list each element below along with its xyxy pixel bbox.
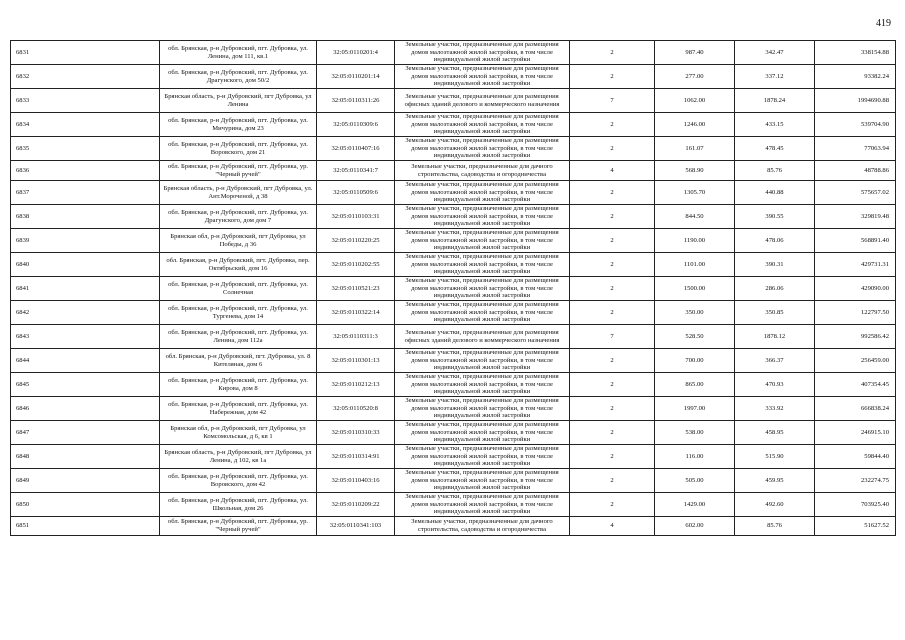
group-number-cell: 7 (570, 89, 655, 113)
area-cell: 1190.00 (655, 229, 735, 253)
table-row (11, 373, 896, 397)
area-cell: 528.50 (655, 325, 735, 349)
cadastral-value-cell: 232274.75 (815, 469, 896, 493)
address-cell: обл. Брянская, р-н Дубровский, пгт. Дубровка, ул. Кирова, дом 8 (160, 373, 317, 397)
table-row (11, 229, 896, 253)
area-cell: 350.00 (655, 301, 735, 325)
cadastral-value-cell: 338154.88 (815, 41, 896, 65)
area-cell: 1062.00 (655, 89, 735, 113)
specific-value-cell: 492.60 (735, 493, 815, 517)
address-cell: Брянская область, р-н Дубровский, пгт Дубровка, ул. Ант.Мороченой, д 38 (160, 181, 317, 205)
row-number-cell: 6832 (11, 65, 160, 89)
address-cell: Брянская обл, р-н Дубровский, пгт Дубровка, ул Комсомольская, д 6, кв 1 (160, 421, 317, 445)
group-number-cell: 2 (570, 181, 655, 205)
address-cell: обл. Брянская, р-н Дубровский, пгт. Дубровка, ул. Тургенева, дом 14 (160, 301, 317, 325)
area-cell: 1305.70 (655, 181, 735, 205)
land-use-category-cell: Земельные участки, предназначенные для размещения домов малоэтажной жилой застройки, в том числе индивидуальной жилой застройки (395, 469, 570, 493)
land-use-category-cell: Земельные участки, предназначенные для размещения домов малоэтажной жилой застройки, в том числе индивидуальной жилой застройки (395, 445, 570, 469)
cadastral-number-cell: 32:05:0110220:25 (317, 229, 395, 253)
address-cell: обл. Брянская, р-н Дубровский, пгт. Дубровка, ул. Ленина, дом 112а (160, 325, 317, 349)
area-cell: 700.00 (655, 349, 735, 373)
land-use-category-cell: Земельные участки, предназначенные для размещения домов малоэтажной жилой застройки, в том числе индивидуальной жилой застройки (395, 181, 570, 205)
table-row (11, 137, 896, 161)
group-number-cell: 2 (570, 349, 655, 373)
address-cell: обл. Брянская, р-н Дубровский, пгт. Дубровка, ул. Драгунского, дом 50/2 (160, 65, 317, 89)
table-row (11, 397, 896, 421)
cadastral-value-cell: 568891.40 (815, 229, 896, 253)
row-number-cell: 6851 (11, 517, 160, 536)
cadastral-value-cell: 122797.50 (815, 301, 896, 325)
table-row (11, 41, 896, 65)
row-number-cell: 6834 (11, 113, 160, 137)
cadastral-value-cell: 429731.31 (815, 253, 896, 277)
table-row (11, 89, 896, 113)
area-cell: 1101.00 (655, 253, 735, 277)
row-number-cell: 6841 (11, 277, 160, 301)
table-row (11, 113, 896, 137)
table-row (11, 161, 896, 181)
cadastral-number-cell: 32:05:0110310:33 (317, 421, 395, 445)
address-cell: обл. Брянская, р-н Дубровский, пгт. Дубровка, пер. Октябрьский, дом 16 (160, 253, 317, 277)
cadastral-value-cell: 666838.24 (815, 397, 896, 421)
specific-value-cell: 470.93 (735, 373, 815, 397)
area-cell: 161.07 (655, 137, 735, 161)
specific-value-cell: 1878.12 (735, 325, 815, 349)
cadastral-value-cell: 51627.52 (815, 517, 896, 536)
row-number-cell: 6844 (11, 349, 160, 373)
cadastral-value-cell: 539704.90 (815, 113, 896, 137)
row-number-cell: 6850 (11, 493, 160, 517)
land-use-category-cell: Земельные участки, предназначенные для размещения домов малоэтажной жилой застройки, в том числе индивидуальной жилой застройки (395, 113, 570, 137)
address-cell: обл. Брянская, р-н Дубровский, пгт. Дубровка, ур. "Черный ручей" (160, 161, 317, 181)
area-cell: 844.50 (655, 205, 735, 229)
table-row (11, 277, 896, 301)
specific-value-cell: 1878.24 (735, 89, 815, 113)
address-cell: Брянская область, р-н Дубровский, пгт Дубровка, ул Ленина (160, 89, 317, 113)
specific-value-cell: 478.06 (735, 229, 815, 253)
cadastral-value-cell: 59844.40 (815, 445, 896, 469)
table-row (11, 181, 896, 205)
row-number-cell: 6831 (11, 41, 160, 65)
specific-value-cell: 333.92 (735, 397, 815, 421)
specific-value-cell: 459.95 (735, 469, 815, 493)
specific-value-cell: 478.45 (735, 137, 815, 161)
area-cell: 1429.00 (655, 493, 735, 517)
cadastral-value-cell: 1994690.88 (815, 89, 896, 113)
table-row (11, 325, 896, 349)
land-use-category-cell: Земельные участки, предназначенные для размещения домов малоэтажной жилой застройки, в том числе индивидуальной жилой застройки (395, 229, 570, 253)
area-cell: 1246.00 (655, 113, 735, 137)
cadastral-number-cell: 32:05:0110520:8 (317, 397, 395, 421)
specific-value-cell: 366.37 (735, 349, 815, 373)
area-cell: 1500.00 (655, 277, 735, 301)
cadastral-number-cell: 32:05:0110322:14 (317, 301, 395, 325)
area-cell: 277.00 (655, 65, 735, 89)
address-cell: обл. Брянская, р-н Дубровский, пгт. Дубровка, ул. Мичурина, дом 23 (160, 113, 317, 137)
land-use-category-cell: Земельные участки, предназначенные для размещения домов малоэтажной жилой застройки, в том числе индивидуальной жилой застройки (395, 41, 570, 65)
row-number-cell: 6836 (11, 161, 160, 181)
row-number-cell: 6847 (11, 421, 160, 445)
table-row (11, 517, 896, 536)
row-number-cell: 6842 (11, 301, 160, 325)
cadastral-number-cell: 32:05:0110341:103 (317, 517, 395, 536)
address-cell: обл. Брянская, р-н Дубровский, пгт. Дубровка, ул. Ленина, дом 111, кв.1 (160, 41, 317, 65)
group-number-cell: 2 (570, 113, 655, 137)
cadastral-number-cell: 32:05:0110209:22 (317, 493, 395, 517)
table-row (11, 493, 896, 517)
address-cell: Брянская обл, р-н Дубровский, пгт Дубровка, ул Победы, д 36 (160, 229, 317, 253)
group-number-cell: 2 (570, 253, 655, 277)
row-number-cell: 6843 (11, 325, 160, 349)
area-cell: 602.00 (655, 517, 735, 536)
group-number-cell: 2 (570, 301, 655, 325)
land-use-category-cell: Земельные участки, предназначенные для размещения офисных зданий делового и коммерческого назначения (395, 325, 570, 349)
specific-value-cell: 342.47 (735, 41, 815, 65)
specific-value-cell: 458.95 (735, 421, 815, 445)
specific-value-cell: 440.88 (735, 181, 815, 205)
cadastral-value-cell: 93382.24 (815, 65, 896, 89)
table-row (11, 445, 896, 469)
row-number-cell: 6833 (11, 89, 160, 113)
area-cell: 987.40 (655, 41, 735, 65)
cadastral-number-cell: 32:05:0110403:16 (317, 469, 395, 493)
cadastral-number-cell: 32:05:0110309:6 (317, 113, 395, 137)
cadastral-value-table (10, 40, 896, 536)
land-use-category-cell: Земельные участки, предназначенные для размещения домов малоэтажной жилой застройки, в том числе индивидуальной жилой застройки (395, 493, 570, 517)
land-use-category-cell: Земельные участки, предназначенные для размещения домов малоэтажной жилой застройки, в том числе индивидуальной жилой застройки (395, 253, 570, 277)
table-row (11, 469, 896, 493)
land-use-category-cell: Земельные участки, предназначенные для размещения домов малоэтажной жилой застройки, в том числе индивидуальной жилой застройки (395, 397, 570, 421)
cadastral-value-cell: 575657.02 (815, 181, 896, 205)
land-use-category-cell: Земельные участки, предназначенные для размещения офисных зданий делового и коммерческого назначения (395, 89, 570, 113)
group-number-cell: 2 (570, 277, 655, 301)
table-row (11, 65, 896, 89)
address-cell: обл. Брянская, р-н Дубровский, пгт. Дубровка, ур. "Черный ручей" (160, 517, 317, 536)
table-row (11, 301, 896, 325)
area-cell: 116.00 (655, 445, 735, 469)
group-number-cell: 2 (570, 205, 655, 229)
group-number-cell: 2 (570, 137, 655, 161)
group-number-cell: 2 (570, 65, 655, 89)
cadastral-value-cell: 77063.94 (815, 137, 896, 161)
row-number-cell: 6835 (11, 137, 160, 161)
land-use-category-cell: Земельные участки, предназначенные для размещения домов малоэтажной жилой застройки, в том числе индивидуальной жилой застройки (395, 137, 570, 161)
group-number-cell: 7 (570, 325, 655, 349)
cadastral-number-cell: 32:05:0110341:7 (317, 161, 395, 181)
land-use-category-cell: Земельные участки, предназначенные для дачного строительства, садоводства и огородничества (395, 517, 570, 536)
cadastral-value-cell: 48788.86 (815, 161, 896, 181)
row-number-cell: 6840 (11, 253, 160, 277)
address-cell: обл. Брянская, р-н Дубровский, пгт. Дубровка, ул. Драгунского, дом дом 7 (160, 205, 317, 229)
group-number-cell: 2 (570, 397, 655, 421)
land-use-category-cell: Земельные участки, предназначенные для размещения домов малоэтажной жилой застройки, в том числе индивидуальной жилой застройки (395, 277, 570, 301)
specific-value-cell: 85.76 (735, 161, 815, 181)
group-number-cell: 2 (570, 493, 655, 517)
specific-value-cell: 337.12 (735, 65, 815, 89)
address-cell: обл. Брянская, р-н Дубровский, пгт. Дубровка, ул. Солнечная (160, 277, 317, 301)
land-use-category-cell: Земельные участки, предназначенные для размещения домов малоэтажной жилой застройки, в том числе индивидуальной жилой застройки (395, 205, 570, 229)
address-cell: обл. Брянская, р-н Дубровский, пгт. Дубровка, ул. Воровского, дом 42 (160, 469, 317, 493)
cadastral-value-cell: 429090.00 (815, 277, 896, 301)
address-cell: обл. Брянская, р-н Дубровский, пгт. Дубровка, ул. Школьная, дом 26 (160, 493, 317, 517)
cadastral-number-cell: 32:05:0110521:23 (317, 277, 395, 301)
row-number-cell: 6846 (11, 397, 160, 421)
cadastral-value-cell: 329819.48 (815, 205, 896, 229)
area-cell: 568.90 (655, 161, 735, 181)
row-number-cell: 6849 (11, 469, 160, 493)
specific-value-cell: 85.76 (735, 517, 815, 536)
cadastral-value-cell: 407354.45 (815, 373, 896, 397)
table-row (11, 349, 896, 373)
cadastral-number-cell: 32:05:0110212:13 (317, 373, 395, 397)
group-number-cell: 2 (570, 229, 655, 253)
cadastral-number-cell: 32:05:0110301:13 (317, 349, 395, 373)
land-use-category-cell: Земельные участки, предназначенные для размещения домов малоэтажной жилой застройки, в том числе индивидуальной жилой застройки (395, 301, 570, 325)
address-cell: обл. Брянская, р-н Дубровский, пгт. Дубровка, ул. Набережная, дом 42 (160, 397, 317, 421)
table-row (11, 421, 896, 445)
cadastral-number-cell: 32:05:0110202:55 (317, 253, 395, 277)
area-cell: 865.00 (655, 373, 735, 397)
row-number-cell: 6848 (11, 445, 160, 469)
cadastral-number-cell: 32:05:0110311:3 (317, 325, 395, 349)
address-cell: Брянская область, р-н Дубровский, пгт Дубровка, ул Ленина, д 102, кв 1а (160, 445, 317, 469)
area-cell: 538.00 (655, 421, 735, 445)
cadastral-value-cell: 256459.00 (815, 349, 896, 373)
area-cell: 1997.00 (655, 397, 735, 421)
page-number: 419 (876, 18, 891, 29)
row-number-cell: 6838 (11, 205, 160, 229)
group-number-cell: 2 (570, 41, 655, 65)
group-number-cell: 2 (570, 373, 655, 397)
specific-value-cell: 390.31 (735, 253, 815, 277)
land-use-category-cell: Земельные участки, предназначенные для размещения домов малоэтажной жилой застройки, в том числе индивидуальной жилой застройки (395, 65, 570, 89)
specific-value-cell: 433.15 (735, 113, 815, 137)
land-use-category-cell: Земельные участки, предназначенные для размещения домов малоэтажной жилой застройки, в том числе индивидуальной жилой застройки (395, 373, 570, 397)
cadastral-number-cell: 32:05:0110201:4 (317, 41, 395, 65)
area-cell: 505.00 (655, 469, 735, 493)
cadastral-number-cell: 32:05:0110103:31 (317, 205, 395, 229)
cadastral-number-cell: 32:05:0110201:14 (317, 65, 395, 89)
land-use-category-cell: Земельные участки, предназначенные для размещения домов малоэтажной жилой застройки, в том числе индивидуальной жилой застройки (395, 349, 570, 373)
cadastral-value-cell: 992586.42 (815, 325, 896, 349)
row-number-cell: 6845 (11, 373, 160, 397)
group-number-cell: 2 (570, 469, 655, 493)
table-row (11, 205, 896, 229)
table-body (11, 41, 896, 536)
specific-value-cell: 286.06 (735, 277, 815, 301)
row-number-cell: 6839 (11, 229, 160, 253)
address-cell: обл. Брянская, р-н Дубровский, пгт. Дубровка, ул. Воровского, дом 21 (160, 137, 317, 161)
group-number-cell: 2 (570, 421, 655, 445)
cadastral-number-cell: 32:05:0110407:16 (317, 137, 395, 161)
specific-value-cell: 390.55 (735, 205, 815, 229)
group-number-cell: 2 (570, 445, 655, 469)
land-use-category-cell: Земельные участки, предназначенные для дачного строительства, садоводства и огородничества (395, 161, 570, 181)
group-number-cell: 4 (570, 161, 655, 181)
specific-value-cell: 515.90 (735, 445, 815, 469)
land-use-category-cell: Земельные участки, предназначенные для размещения домов малоэтажной жилой застройки, в том числе индивидуальной жилой застройки (395, 421, 570, 445)
cadastral-value-cell: 246915.10 (815, 421, 896, 445)
cadastral-value-cell: 703925.40 (815, 493, 896, 517)
cadastral-number-cell: 32:05:0110311:26 (317, 89, 395, 113)
table-row (11, 253, 896, 277)
group-number-cell: 4 (570, 517, 655, 536)
cadastral-number-cell: 32:05:0110314:91 (317, 445, 395, 469)
row-number-cell: 6837 (11, 181, 160, 205)
specific-value-cell: 350.85 (735, 301, 815, 325)
address-cell: обл. Брянская, р-н Дубровский, пгт. Дубровка, ул. 8 Кителяная, дом 6 (160, 349, 317, 373)
cadastral-number-cell: 32:05:0110509:6 (317, 181, 395, 205)
